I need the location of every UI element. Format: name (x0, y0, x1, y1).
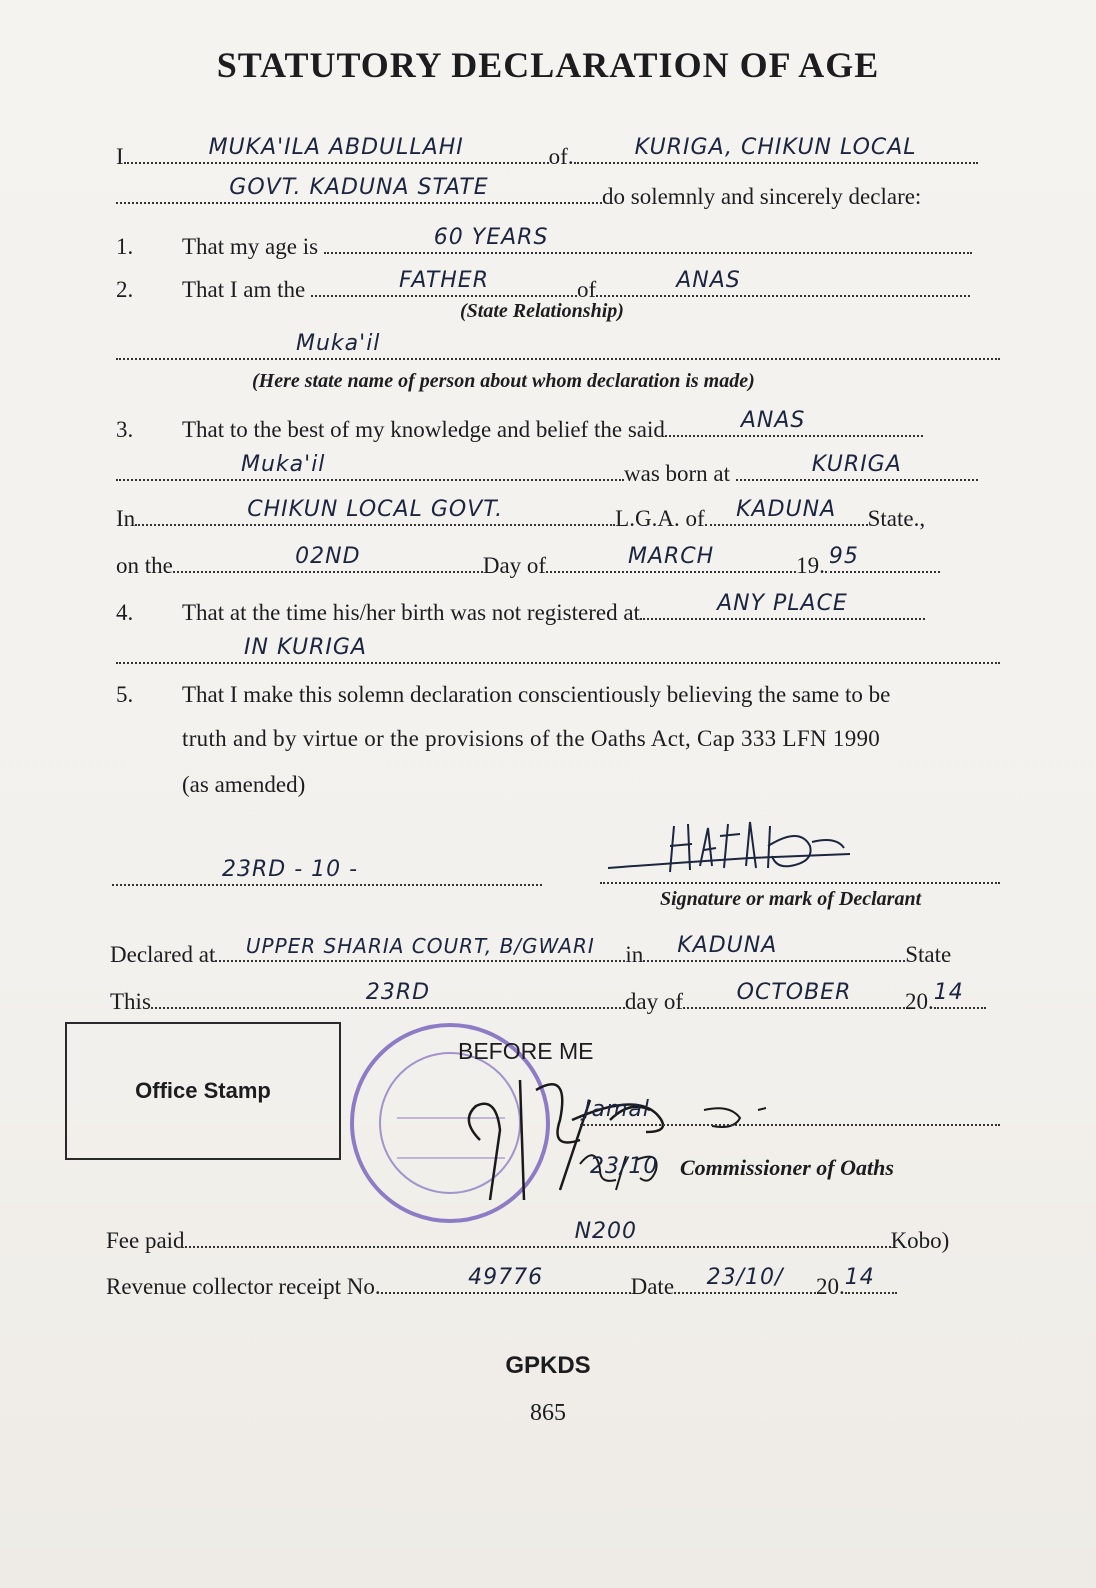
declarant-caption: Signature or mark of Declarant (660, 888, 922, 910)
registration-place-field: ANY PLACE (640, 594, 925, 620)
declarant-address-field: KURIGA, CHIKUN LOCAL (574, 138, 978, 164)
item-4-line-2 (116, 635, 1000, 670)
child-name-field: Muka'il (116, 455, 624, 481)
relationship-caption: (State Relationship) (460, 300, 624, 322)
page-number: 865 (530, 1400, 566, 1426)
declared-date-line: This 23RD day of OCTOBER 20. 14 (110, 983, 986, 1015)
relationship-field: FATHER (311, 271, 577, 297)
subject-name-field: Muka'il (116, 334, 1000, 360)
item-2: 2. That I am the FATHER of ANAS (116, 271, 970, 303)
declarant-address-field-2: GOVT. KADUNA STATE (116, 178, 602, 204)
item-3-line-2: Muka'il was born at KURIGA (116, 455, 978, 487)
birth-day-field: 02ND (173, 547, 483, 573)
registration-place-field-2: IN KURIGA (116, 638, 1000, 664)
declared-place-field: UPPER SHARIA COURT, B/GWARI (215, 936, 625, 962)
receipt-line: Revenue collector receipt No. 49776 Date 23/10/ 20. 14 (106, 1268, 897, 1300)
age-field: 60 YEARS (324, 228, 972, 254)
document-title: STATUTORY DECLARATION OF AGE (216, 45, 880, 85)
birth-month-field: MARCH (546, 547, 796, 573)
item-3-line-3: In CHIKUN LOCAL GOVT. L.G.A. of KADUNA State., (116, 497, 926, 531)
item-5: 5. That I make this solemn declaration conscientiously believing the same to be (116, 682, 891, 707)
said-name-field: ANAS (665, 411, 923, 437)
declared-day-field: 23RD (151, 983, 625, 1009)
subject-name-caption: (Here state name of person about whom declaration is made) (252, 370, 755, 392)
declared-year-field: 14 (934, 983, 986, 1009)
intro-line-1: I MUKA'ILA ABDULLAHI of. KURIGA, CHIKUN LOCAL (116, 138, 978, 170)
item-5-line-3: (as amended) (182, 772, 306, 797)
item-5-line-2: truth and by virtue or the provisions of the Oaths Act, Cap 333 LFN 1990 (182, 726, 881, 751)
commissioner-handwriting-line (580, 1092, 1000, 1132)
intro-line-2: GOVT. KADUNA STATE do solemnly and sincerely declare: (116, 178, 921, 210)
receipt-year-field: 14 (845, 1268, 897, 1294)
declarant-sign-line (600, 864, 1000, 890)
before-me-label: BEFORE ME (458, 1038, 594, 1064)
fee-field: N200 (185, 1222, 891, 1248)
declared-state-field: KADUNA (643, 936, 905, 962)
commissioner-caption: Commissioner of Oaths (680, 1155, 894, 1180)
declarant-name-field: MUKA'ILA ABDULLAHI (124, 138, 549, 164)
item-3-line-4: on the 02ND Day of MARCH 19. 95 (116, 547, 940, 579)
birthplace-field: KURIGA (736, 455, 978, 481)
item-3: 3. That to the best of my knowledge and belief the said ANAS (116, 411, 923, 443)
declared-month-field: OCTOBER (683, 983, 905, 1009)
signature-date-line (112, 857, 542, 892)
receipt-number-field: 49776 (381, 1268, 631, 1294)
relationship-of-field: ANAS (596, 271, 970, 297)
fee-line: Fee paid N200 Kobo) (106, 1219, 950, 1253)
subject-name-line (116, 331, 1000, 366)
item-1: 1. That my age is 60 YEARS (116, 228, 972, 260)
commissioner-sign-field: Jamal (580, 1092, 1000, 1126)
lga-field: CHIKUN LOCAL GOVT. (135, 500, 615, 526)
commissioner-date-field: 23/10 (590, 1154, 659, 1179)
declared-at-line: Declared at UPPER SHARIA COURT, B/GWARI in KADUNA State (110, 933, 952, 967)
signature-date-field: 23RD - 10 - (112, 860, 542, 886)
receipt-date-field: 23/10/ (674, 1268, 816, 1294)
office-stamp-box: Office Stamp (65, 1022, 341, 1160)
state-field: KADUNA (705, 500, 868, 526)
commissioner-signature (440, 1060, 780, 1210)
birth-year-field: 95 (825, 547, 940, 573)
item-4: 4. That at the time his/her birth was not registered at ANY PLACE (116, 594, 925, 626)
footer-code: GPKDS (505, 1352, 591, 1379)
